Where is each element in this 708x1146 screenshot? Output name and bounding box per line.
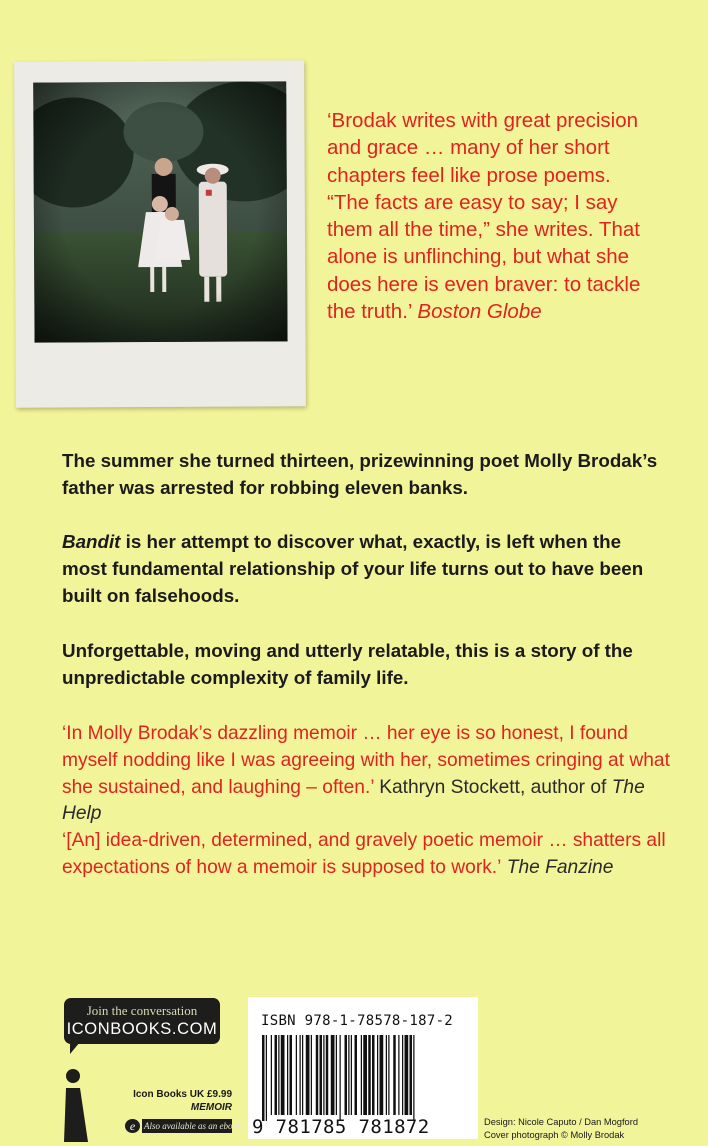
- quote-source: The Fanzine: [501, 856, 614, 878]
- ebook-badge: [125, 1118, 241, 1134]
- review-quote-stockett: [62, 721, 672, 828]
- barcode-digits: 9 781785 781872: [252, 1116, 430, 1138]
- barcode-bar: [363, 1035, 367, 1115]
- join-conversation-badge: [64, 998, 220, 1044]
- barcode-bar: [336, 1035, 337, 1115]
- barcode-bar: [368, 1035, 371, 1115]
- barcode-bars: [260, 1035, 466, 1121]
- barcode-bar: [316, 1035, 319, 1115]
- barcode-bar: [300, 1035, 301, 1115]
- barcode-bar: [287, 1035, 288, 1115]
- ebook-icon: e: [125, 1119, 140, 1133]
- barcode-bar: [323, 1035, 324, 1115]
- barcode-bar: [275, 1035, 278, 1115]
- quote-source: Boston Globe: [417, 300, 542, 324]
- barcode-bar: [262, 1035, 265, 1121]
- barcode-bar: [326, 1035, 329, 1115]
- barcode-bar: [345, 1035, 348, 1115]
- category: MEMOIR: [190, 1102, 232, 1113]
- ebook-text: Also available as an ebook: [144, 1121, 241, 1131]
- blurb-paragraph-3: Unforgettable, moving and utterly relatable, this is a story of the unpredictable complexity of family life.: [62, 640, 633, 688]
- barcode-bar: [405, 1035, 409, 1115]
- barcode-bar: [271, 1035, 272, 1115]
- quote-work-title: The Help: [62, 776, 645, 825]
- blurb-paragraph-2-text: is her attempt to discover what, exactly, is left when the most fundamental relationship of your life turns out to have been built on falsehoods.: [62, 531, 644, 606]
- barcode-bar: [302, 1035, 303, 1115]
- barcode-bar: [388, 1035, 389, 1115]
- barcode-bar: [380, 1035, 384, 1115]
- quote-text: ‘Brodak writes with great precision and grace … many of her short chapters feel like prose poems. “The facts are easy to say; I say them all the time,” she writes. That alone is unflinching, but what she does here is even braver: to tackle the truth.’: [327, 109, 641, 324]
- barcode-bar: [355, 1035, 358, 1115]
- blurb-paragraph-1: The summer she turned thirteen, prizewinning poet Molly Brodak’s father was arrested for robbing eleven banks.: [62, 450, 658, 498]
- price-block: [127, 1088, 232, 1114]
- cover-credits: [484, 1116, 638, 1142]
- quote-text: ‘[An] idea-driven, determined, and gravely poetic memoir … shatters all expectations of how a memoir is supposed to work.’: [62, 830, 666, 878]
- barcode-bar: [340, 1035, 341, 1121]
- blurb-paragraph-2: [62, 528, 662, 609]
- family-photo-illustration: [33, 81, 287, 342]
- barcode-box: [248, 997, 478, 1139]
- barcode-bar: [290, 1035, 293, 1115]
- join-line: Join the conversation: [86, 1003, 198, 1018]
- review-quote-boston-globe: [327, 107, 657, 325]
- icon-books-logo-icon: [62, 1068, 90, 1144]
- book-title: Bandit: [62, 531, 121, 552]
- family-photo: [33, 81, 287, 342]
- review-quote-fanzine: [62, 828, 672, 882]
- barcode-bar: [306, 1035, 310, 1115]
- barcode-bar: [410, 1035, 413, 1115]
- quote-attribution: Kathryn Stockett, author of: [373, 776, 612, 798]
- price: Icon Books UK £9.99: [133, 1089, 232, 1100]
- barcode-bar: [348, 1035, 349, 1115]
- barcode-bar: [296, 1035, 297, 1115]
- barcode-bar: [278, 1035, 279, 1115]
- barcode-bar: [351, 1035, 352, 1115]
- isbn-label: ISBN 978-1-78578-187-2: [261, 1013, 454, 1029]
- barcode-bar: [361, 1035, 362, 1115]
- barcode-bar: [320, 1035, 323, 1115]
- polaroid-photo-frame: [14, 60, 306, 408]
- barcode-bar: [377, 1035, 378, 1115]
- barcode-bar: [311, 1035, 312, 1115]
- speech-bubble-tail: [70, 1042, 80, 1054]
- quote-text: ‘In Molly Brodak’s dazzling memoir … her eye is so honest, I found myself nodding like I was agreeing with her, sometimes cringing at what she sustained, and laughing – often.’: [62, 723, 670, 798]
- design-credit: Design: Nicole Caputo / Dan Mogford: [484, 1117, 638, 1127]
- publisher-website: ICONBOOKS.COM: [66, 1020, 218, 1038]
- photo-credit: Cover photograph © Molly Brodak: [484, 1130, 625, 1140]
- barcode-bar: [266, 1035, 267, 1121]
- barcode-bar: [281, 1035, 285, 1115]
- barcode-bar: [398, 1035, 399, 1115]
- barcode-bar: [402, 1035, 403, 1115]
- barcode-bar: [372, 1035, 375, 1115]
- barcode-bar: [386, 1035, 387, 1115]
- barcode-bar: [393, 1035, 396, 1115]
- barcode-bar: [331, 1035, 335, 1115]
- barcode-bar: [413, 1035, 414, 1121]
